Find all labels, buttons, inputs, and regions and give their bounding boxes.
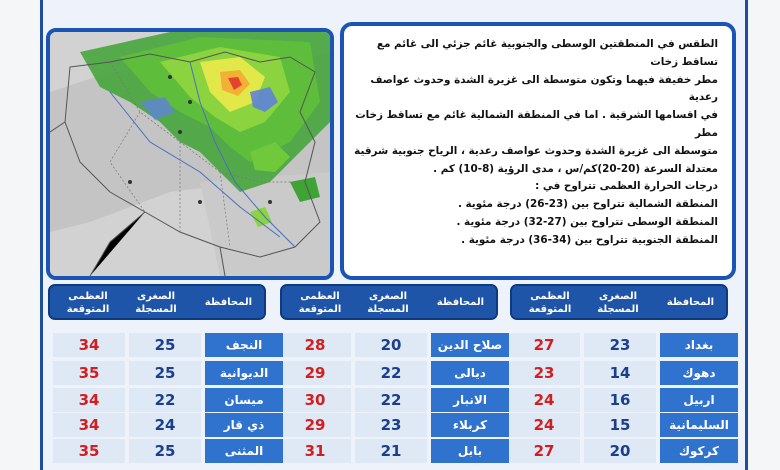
forecast-text-panel <box>340 22 736 280</box>
min-temp-cell: 22 <box>355 388 427 412</box>
max-temp-cell: 34 <box>53 413 125 437</box>
governorate-cell: بغداد <box>660 333 738 357</box>
max-temp-cell: 31 <box>279 439 351 463</box>
forecast-line: المنطقة الشمالية تتراوح بين (23-26) درجة مئوية . <box>457 198 718 211</box>
governorate-cell: المثنى <box>205 439 283 463</box>
min-temp-cell: 23 <box>355 413 427 437</box>
min-temp-cell: 24 <box>129 413 201 437</box>
min-temp-cell: 15 <box>584 413 656 437</box>
max-temp-cell: 35 <box>53 361 125 385</box>
governorate-cell: دهوك <box>660 361 738 385</box>
header-max: العظمى المتوقعة <box>528 291 572 315</box>
max-temp-cell: 29 <box>279 361 351 385</box>
min-temp-cell: 23 <box>584 333 656 357</box>
header-max: العظمى المتوقعة <box>66 291 110 315</box>
header-governorate: المحافظة <box>204 297 252 308</box>
governorate-cell: صلاح الدين <box>431 333 509 357</box>
max-temp-cell: 34 <box>53 333 125 357</box>
table-header-right <box>510 284 728 320</box>
governorate-cell: النجف <box>205 333 283 357</box>
governorate-cell: اربيل <box>660 388 738 412</box>
governorate-cell: بابل <box>431 439 509 463</box>
governorate-cell: ديالى <box>431 361 509 385</box>
header-min: الصغرى المسجلة <box>597 291 639 315</box>
forecast-line: معتدلة السرعة (20-20)كم/س ، مدى الرؤية (8-10) كم . <box>433 162 718 175</box>
governorate-cell: كربلاء <box>431 413 509 437</box>
max-temp-cell: 27 <box>508 333 580 357</box>
min-temp-cell: 25 <box>129 333 201 357</box>
max-temp-cell: 30 <box>279 388 351 412</box>
governorate-cell: الانبار <box>431 388 509 412</box>
governorate-cell: السليمانية <box>660 413 738 437</box>
governorate-cell: الديوانية <box>205 361 283 385</box>
table-header-left <box>48 284 266 320</box>
max-temp-cell: 24 <box>508 413 580 437</box>
max-temp-cell: 23 <box>508 361 580 385</box>
forecast-line: المنطقة الجنوبية تتراوح بين (34-36) درجة مئوية . <box>461 233 718 246</box>
min-temp-cell: 21 <box>355 439 427 463</box>
min-temp-cell: 22 <box>355 361 427 385</box>
min-temp-cell: 16 <box>584 388 656 412</box>
max-temp-cell: 24 <box>508 388 580 412</box>
header-governorate: المحافظة <box>666 297 714 308</box>
forecast-line: متوسطة الى غزيرة الشدة وحدوث عواصف رعدية ، الرياح جنوبية شرقية <box>354 144 718 157</box>
governorate-cell: كركوك <box>660 439 738 463</box>
max-temp-cell: 35 <box>53 439 125 463</box>
min-temp-cell: 14 <box>584 361 656 385</box>
forecast-line: مطر خفيفة فيهما وتكون متوسطة الى غزيرة الشدة وحدوث عواصف رعدية <box>370 73 718 104</box>
governorate-cell: ذي قار <box>205 413 283 437</box>
header-governorate: المحافظة <box>436 297 484 308</box>
header-max: العظمى المتوقعة <box>298 291 342 315</box>
min-temp-cell: 20 <box>584 439 656 463</box>
weather-radar-map <box>46 28 334 280</box>
forecast-line: المنطقة الوسطى تتراوح بين (27-32) درجة مئوية . <box>456 215 718 228</box>
min-temp-cell: 22 <box>129 388 201 412</box>
forecast-line: الطقس في المنطقتين الوسطى والجنوبية غائم جزئي الى غائم مع تساقط زخات <box>376 38 718 68</box>
header-min: الصغرى المسجلة <box>367 291 409 315</box>
max-temp-cell: 28 <box>279 333 351 357</box>
governorate-cell: ميسان <box>205 388 283 412</box>
forecast-line: درجات الحرارة العظمى تتراوح في : <box>535 180 718 193</box>
min-temp-cell: 25 <box>129 439 201 463</box>
forecast-line: في اقسامها الشرقية . اما في المنطقة الشمالية غائم مع تساقط زخات مطر <box>355 109 718 139</box>
max-temp-cell: 27 <box>508 439 580 463</box>
header-min: الصغرى المسجلة <box>135 291 177 315</box>
max-temp-cell: 34 <box>53 388 125 412</box>
max-temp-cell: 29 <box>279 413 351 437</box>
table-header-middle <box>280 284 498 320</box>
iraq-map-icon <box>50 32 330 276</box>
min-temp-cell: 25 <box>129 361 201 385</box>
min-temp-cell: 20 <box>355 333 427 357</box>
